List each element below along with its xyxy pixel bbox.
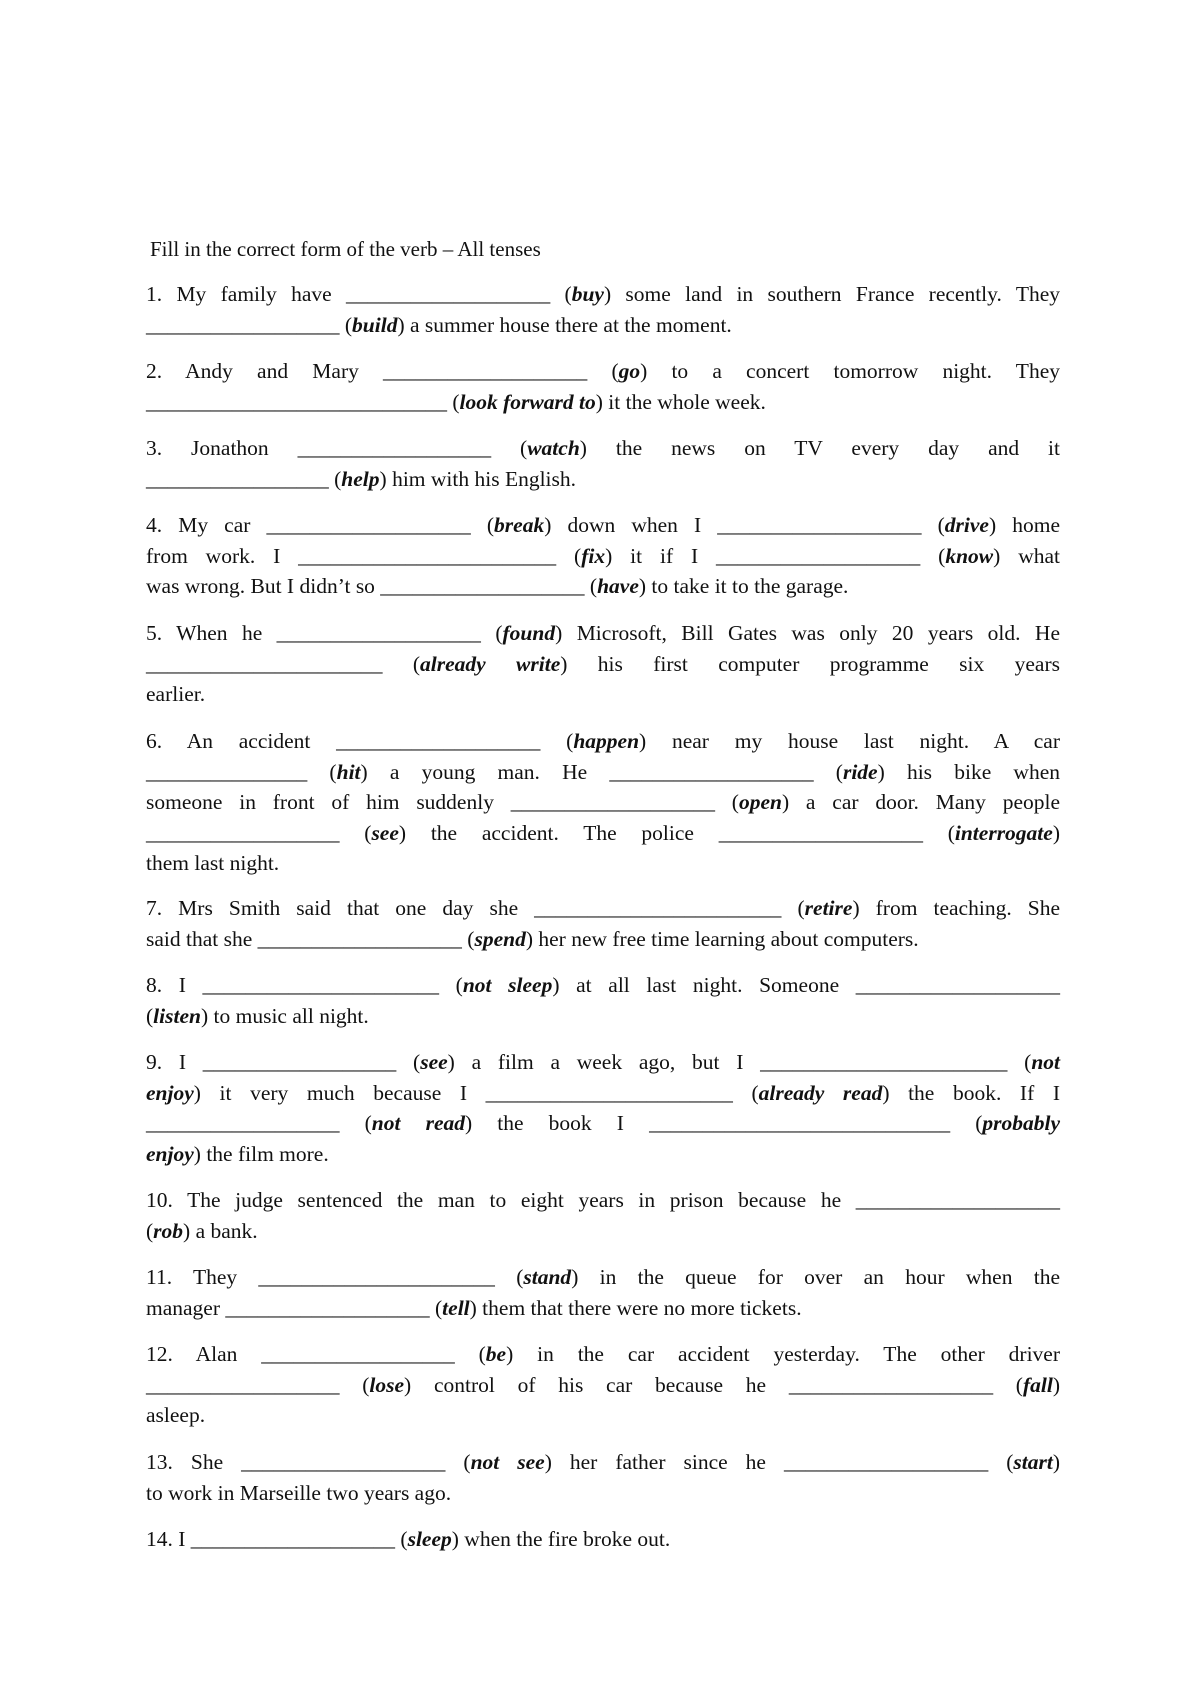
verb-prompt: already read xyxy=(758,1080,883,1105)
exercise-line: 5. When he ___________________ (found) Microsoft, Bill Gates was only 20 years old. He xyxy=(146,621,1060,645)
verb-prompt: have xyxy=(597,574,639,598)
verb-prompt: go xyxy=(618,359,641,383)
verb-prompt: fall xyxy=(1022,1372,1053,1397)
verb-prompt: break xyxy=(494,513,545,537)
verb-prompt: listen xyxy=(153,1003,201,1028)
exercise-item xyxy=(146,893,1060,954)
verb-prompt: know xyxy=(945,543,994,568)
exercise-line: 7. Mrs Smith said that one day she _______________________ (retire) from teaching. She xyxy=(146,896,1060,920)
verb-prompt: sleep xyxy=(407,1527,452,1551)
exercise-line: 2. Andy and Mary ___________________ (go) to a concert tomorrow night. They xyxy=(146,359,1060,383)
exercise-line: to work in Marseille two years ago. xyxy=(146,1480,452,1505)
verb-prompt: start xyxy=(1013,1450,1053,1474)
exercise-line: 12. Alan __________________ (be) in the car accident yesterday. The other driver xyxy=(146,1342,1060,1366)
exercise-line: 3. Jonathon __________________ (watch) the news on TV every day and it xyxy=(146,436,1061,460)
exercise-item xyxy=(146,279,1060,340)
verb-prompt: already write xyxy=(420,651,561,676)
exercise-line: enjoy) the film more. xyxy=(146,1141,329,1166)
exercise-line: enjoy) it very much because I _______________________ (already read) the book. If I xyxy=(146,1080,1060,1105)
exercise-line: __________________ (build) a summer house there at the moment. xyxy=(146,312,732,337)
verb-prompt: build xyxy=(352,312,398,337)
exercise-line: 10. The judge sentenced the man to eight years in prison because he ___________________ xyxy=(146,1188,1060,1212)
worksheet-title: Fill in the correct form of the verb – All tenses xyxy=(150,237,541,261)
exercise-line: 9. I __________________ (see) a film a week ago, but I _______________________ (not xyxy=(146,1050,1060,1074)
exercise-line: 8. I ______________________ (not sleep) at all last night. Someone ___________________ xyxy=(146,973,1060,997)
exercise-line: (listen) to music all night. xyxy=(146,1003,369,1028)
exercise-item xyxy=(146,510,1060,602)
exercise-line: asleep. xyxy=(146,1403,206,1427)
exercise-item xyxy=(146,433,1060,494)
verb-prompt: open xyxy=(738,790,782,814)
verb-prompt: rob xyxy=(153,1218,184,1243)
verb-prompt: ride xyxy=(842,759,878,784)
exercise-line: someone in front of him suddenly ___________________ (open) a car door. Many people xyxy=(146,790,1061,814)
exercise-line: ____________________________ (look forward to) it the whole week. xyxy=(146,389,766,414)
verb-prompt: not read xyxy=(371,1111,465,1135)
verb-prompt: probably xyxy=(982,1111,1060,1135)
exercise-line: _________________ (help) him with his English. xyxy=(146,466,577,491)
exercise-line: 6. An accident ___________________ (happen) near my house last night. A car xyxy=(146,729,1060,753)
verb-prompt: stand xyxy=(523,1265,572,1289)
exercise-line: ______________________ (already write) his first computer programme six years xyxy=(146,651,1060,676)
exercise-item xyxy=(146,1524,1060,1555)
exercise-item xyxy=(146,356,1060,417)
verb-prompt: help xyxy=(341,466,380,491)
verb-prompt: happen xyxy=(573,729,640,753)
exercise-line: 13. She ___________________ (not see) her father since he ___________________ (start) xyxy=(146,1450,1060,1474)
verb-prompt: interrogate xyxy=(954,820,1053,845)
exercise-item xyxy=(146,1047,1060,1169)
exercise-line: earlier. xyxy=(146,682,206,706)
exercise-line: 14. I ___________________ (sleep) when the fire broke out. xyxy=(146,1527,671,1551)
exercise-item xyxy=(146,1339,1060,1431)
exercise-line: 11. They ______________________ (stand) in the queue for over an hour when the xyxy=(146,1265,1061,1289)
verb-prompt: be xyxy=(485,1342,507,1366)
verb-prompt: watch xyxy=(527,436,580,460)
verb-prompt: buy xyxy=(571,282,604,306)
exercise-line: said that she ___________________ (spend) her new free time learning about computers. xyxy=(146,926,919,951)
verb-prompt: found xyxy=(502,621,556,645)
verb-prompt: tell xyxy=(442,1295,470,1320)
verb-prompt: not see xyxy=(470,1450,545,1474)
exercise-line: __________________ (not read) the book I ____________________________ (probably xyxy=(146,1111,1060,1135)
exercise-line: manager ___________________ (tell) them that there were no more tickets. xyxy=(146,1295,802,1320)
exercise-line: was wrong. But I didn’t so ___________________ (have) to take it to the garage. xyxy=(146,574,849,598)
verb-prompt: enjoy xyxy=(146,1080,194,1105)
exercise-item xyxy=(146,970,1060,1031)
verb-prompt: see xyxy=(371,820,399,845)
verb-prompt: see xyxy=(420,1050,448,1074)
exercise-line: 4. My car ___________________ (break) down when I ___________________ (drive) home xyxy=(146,513,1060,537)
exercise-item xyxy=(146,726,1060,879)
verb-prompt: drive xyxy=(944,513,989,537)
exercise-line: __________________ (see) the accident. The police ___________________ (interrogate) xyxy=(146,820,1060,845)
verb-prompt: retire xyxy=(804,896,853,920)
verb-prompt: not sleep xyxy=(462,973,553,997)
exercise-item xyxy=(146,618,1060,710)
exercise-item xyxy=(146,1447,1060,1508)
verb-prompt: spend xyxy=(474,926,526,951)
verb-prompt: lose xyxy=(369,1372,405,1397)
verb-prompt: hit xyxy=(336,759,361,784)
exercise-line: them last night. xyxy=(146,851,280,875)
verb-prompt: look forward to xyxy=(459,389,596,414)
verb-prompt: enjoy xyxy=(146,1141,194,1166)
exercise-item xyxy=(146,1185,1060,1246)
exercise-line: (rob) a bank. xyxy=(146,1218,258,1243)
exercise-item xyxy=(146,1262,1060,1323)
exercise-line: _______________ (hit) a young man. He ___________________ (ride) his bike when xyxy=(146,759,1061,784)
verb-prompt: fix xyxy=(581,543,606,568)
verb-prompt: not xyxy=(1031,1050,1060,1074)
exercise-line: __________________ (lose) control of his car because he ___________________ (fall) xyxy=(146,1372,1060,1397)
exercise-line: 1. My family have ___________________ (buy) some land in southern France recently. They xyxy=(146,282,1060,306)
exercise-line: from work. I ________________________ (fix) it if I ___________________ (know) what xyxy=(146,543,1060,568)
